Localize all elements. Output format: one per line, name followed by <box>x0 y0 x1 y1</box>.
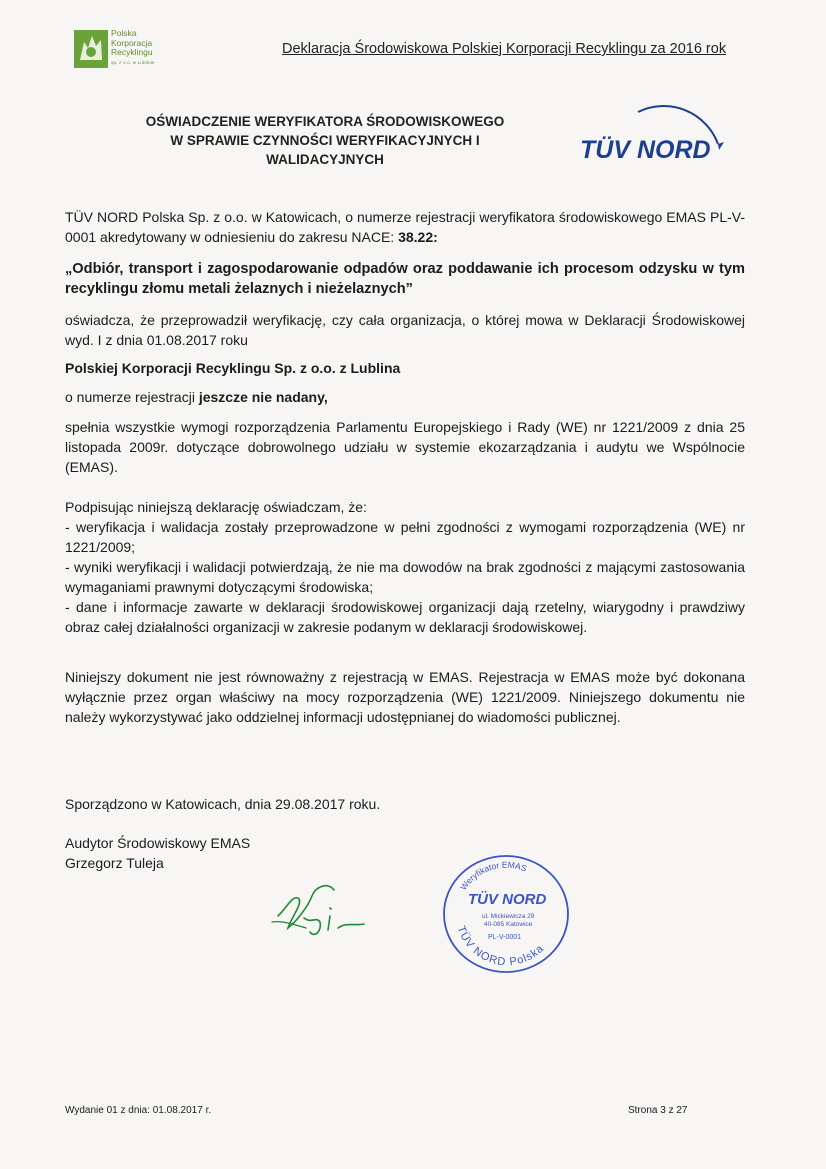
auditor-name: Grzegorz Tuleja <box>65 855 164 871</box>
document-title-line: OŚWIADCZENIE WERYFIKATORA ŚRODOWISKOWEGO <box>145 114 505 129</box>
organization-name: Polskiej Korporacji Recyklingu Sp. z o.o. z Lublina <box>65 360 401 376</box>
place-date: Sporządzono w Katowicach, dnia 29.08.2017 roku. <box>65 796 381 812</box>
tuv-nord-stamp <box>440 852 572 976</box>
registration-number: o numerze rejestracji jeszcze nie nadany, <box>65 389 328 405</box>
document-title-line: WALIDACYJNYCH <box>266 152 384 167</box>
paragraph-scope: „Odbiór, transport i zagospodarowanie odpadów oraz poddawanie ich procesom odzysku w tym recyklingu złomu metali żelaznych i nieżelaznych” <box>65 261 745 297</box>
svg-text:Weryfikator EMAS <box>458 860 528 892</box>
stamp-bottom-text: TÜV NORD Polska <box>454 924 547 969</box>
pkr-logo-subtext: sp. z o.o. w Lublinie <box>111 60 155 65</box>
paragraph-declaration: oświadcza, że przeprowadził weryfikację, czy cała organizacja, o której mowa w Deklaracji Środowiskowej wyd. I z dnia 01.08.2017 roku <box>65 312 745 348</box>
statement-list <box>65 497 745 637</box>
statement-item: - weryfikacja i walidacja zostały przeprowadzone w pełni zgodności z wymogami rozporządzenia (WE) nr 1221/2009; <box>65 519 745 555</box>
auditor-role: Audytor Środowiskowy EMAS <box>65 835 251 851</box>
tuv-nord-logo <box>578 92 728 172</box>
footer-page-number: Strona 3 z 27 <box>628 1105 688 1116</box>
handwritten-signature <box>268 876 378 946</box>
statement-intro: Podpisując niniejszą deklarację oświadczam, że: <box>65 499 367 515</box>
svg-text:TÜV NORD Polska <box>455 924 547 968</box>
statement-item: - dane i informacje zawarte w deklaracji środowiskowej organizacji dają rzetelny, wiarygodny i prawdziwy obraz całej działalności organizacji w zakresie podanym w deklaracji środowiskowej. <box>65 599 745 635</box>
stamp-address-line: ul. Mickiewicza 29 <box>482 913 535 920</box>
footer-edition: Wydanie 01 z dnia: 01.08.2017 r. <box>65 1105 212 1116</box>
tuv-nord-logo-text: TÜV NORD <box>580 136 711 164</box>
statement-item: - wyniki weryfikacji i walidacji potwierdzają, że nie ma dowodów na brak zgodności z mającymi zastosowania wymaganiami prawnymi dotyczącymi środowiska; <box>65 559 745 595</box>
pkr-logo-icon <box>74 30 108 68</box>
paragraph-verifier: TÜV NORD Polska Sp. z o.o. w Katowicach, o numerze rejestracji weryfikatora środowiskowego EMAS PL-V-0001 akredytowany w odniesieniu do zakresu NACE: 38.22: <box>65 209 745 245</box>
nace-code: 38.22: <box>398 229 438 245</box>
stamp-address-line: 40-085 Katowice <box>484 921 533 928</box>
stamp-logo-text: TÜV NORD <box>468 891 547 908</box>
pkr-logo-text: Polska Korporacja Recyklingu <box>111 28 153 57</box>
paragraph-disclaimer: Niniejszy dokument nie jest równoważny z rejestracją w EMAS. Rejestracja w EMAS może być dokonana wyłącznie przez organ właściwy na mocy rozporządzenia (WE) 1221/2009. Niniejszego dokumentu nie należy wykorzystywać jako oddzielnej informacji udostępnianej do wiadomości publicznej. <box>65 669 745 725</box>
header-title: Deklaracja Środowiskowa Polskiej Korporacji Recyklingu za 2016 rok <box>282 41 727 57</box>
pkr-logo <box>74 28 170 72</box>
document-title-line: W SPRAWIE CZYNNOŚCI WERYFIKACYJNYCH I <box>170 133 480 148</box>
paragraph-compliance: spełnia wszystkie wymogi rozporządzenia Parlamentu Europejskiego i Rady (WE) nr 1221/2009 z dnia 25 listopada 2009r. dotyczące dobrowolnego udziału w systemie ekozarządzania i audytu we Wspólnocie (EMAS). <box>65 419 745 475</box>
document-title <box>110 112 540 169</box>
stamp-top-text: Weryfikator EMAS <box>458 859 529 892</box>
stamp-registration: PL-V-0001 <box>488 934 522 941</box>
